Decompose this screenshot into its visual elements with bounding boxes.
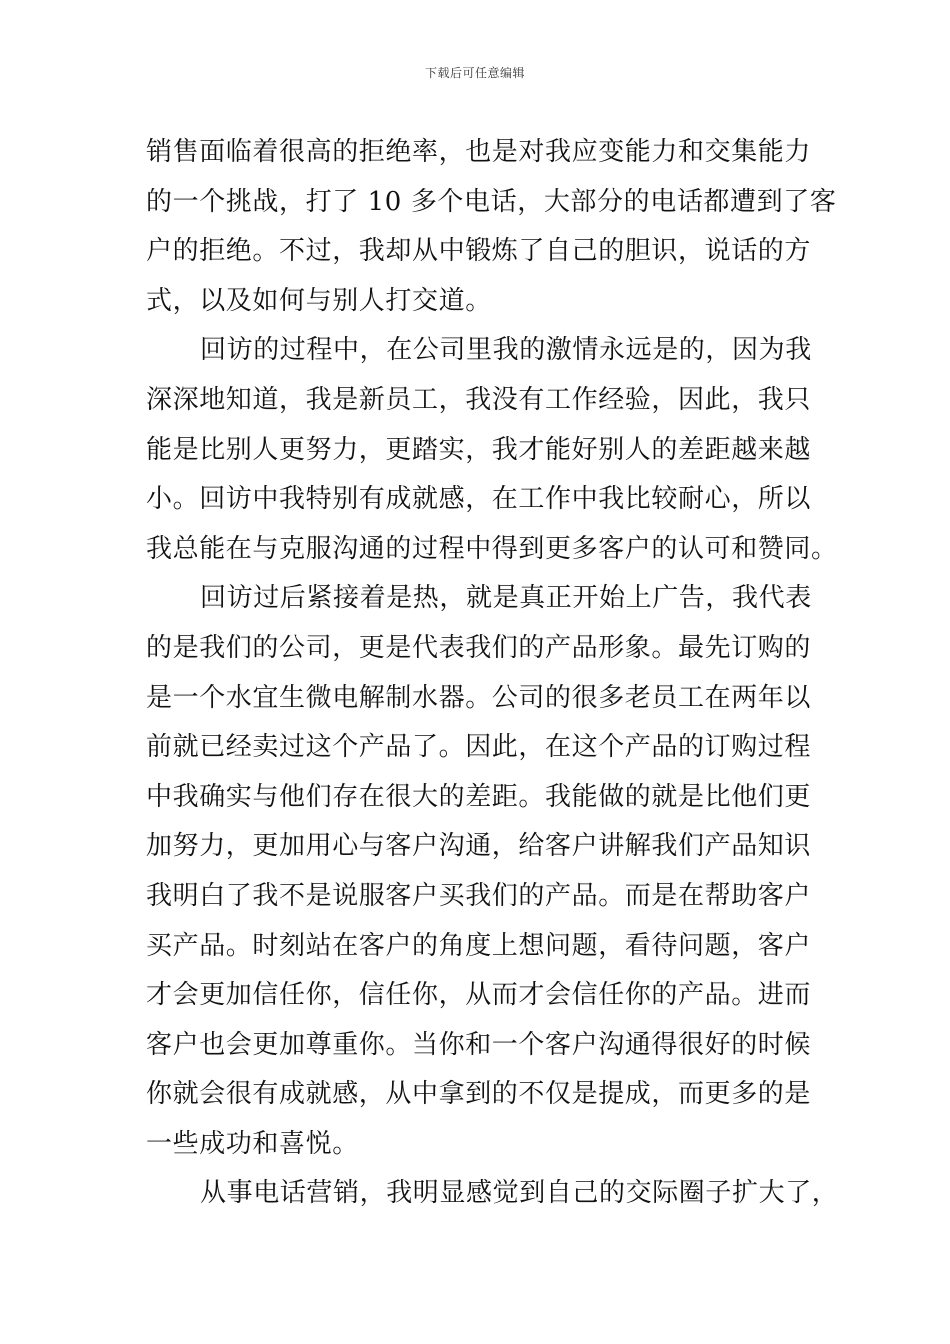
paragraph bbox=[146, 326, 838, 574]
paragraph bbox=[146, 574, 826, 1169]
text-line: 中我确实与他们存在很大的差距。我能做的就是比他们更 bbox=[146, 781, 812, 812]
text-line: 的是我们的公司，更是代表我们的产品形象。最先订购的 bbox=[146, 632, 812, 663]
text-line: 小。回访中我特别有成就感，在工作中我比较耐心，所以 bbox=[146, 484, 812, 515]
text-line: 加努力，更加用心与客户沟通，给客户讲解我们产品知识 bbox=[146, 831, 812, 862]
text-line: 你就会很有成就感，从中拿到的不仅是提成，而更多的是 bbox=[146, 1079, 812, 1110]
text-line: 从事电话营销，我明显感觉到自己的交际圈子扩大了， bbox=[200, 1178, 839, 1209]
text-line: 能是比别人更努力，更踏实，我才能好别人的差距越来越 bbox=[146, 434, 812, 465]
text-line: 我明白了我不是说服客户买我们的产品。而是在帮助客户 bbox=[146, 880, 812, 911]
text-line: 前就已经卖过这个产品了。因此，在这个产品的订购过程 bbox=[146, 732, 812, 763]
text-line: 销售面临着很高的拒绝率，也是对我应变能力和交集能力 bbox=[146, 137, 812, 167]
text-line: 回访过后紧接着是热，就是真正开始上广告，我代表 bbox=[200, 583, 812, 614]
text-line: 买产品。时刻站在客户的角度上想问题，看待问题，客户 bbox=[146, 930, 812, 961]
text-line: 深深地知道，我是新员工，我没有工作经验，因此，我只 bbox=[146, 384, 812, 415]
text-line: 的一个挑战，打了 10 多个电话，大部分的电话都遭到了客 bbox=[146, 186, 837, 217]
document-body bbox=[146, 128, 839, 1219]
text-line: 一些成功和喜悦。 bbox=[146, 1128, 359, 1159]
text-line: 式，以及如何与别人打交道。 bbox=[146, 285, 492, 316]
text-line: 回访的过程中，在公司里我的激情永远是的，因为我 bbox=[200, 335, 812, 366]
text-line: 我总能在与克服沟通的过程中得到更多客户的认可和赞同。 bbox=[146, 533, 838, 564]
text-line: 才会更加信任你，信任你，从而才会信任你的产品。进而 bbox=[146, 980, 812, 1011]
text-line: 户的拒绝。不过，我却从中锻炼了自己的胆识，说话的方 bbox=[146, 236, 812, 267]
text-line: 客户也会更加尊重你。当你和一个客户沟通得很好的时候 bbox=[146, 1029, 812, 1060]
page-header: 下载后可任意编辑 bbox=[424, 66, 525, 80]
paragraph bbox=[146, 1169, 839, 1219]
text-line: 是一个水宜生微电解制水器。公司的很多老员工在两年以 bbox=[146, 682, 812, 713]
paragraph bbox=[146, 128, 837, 326]
